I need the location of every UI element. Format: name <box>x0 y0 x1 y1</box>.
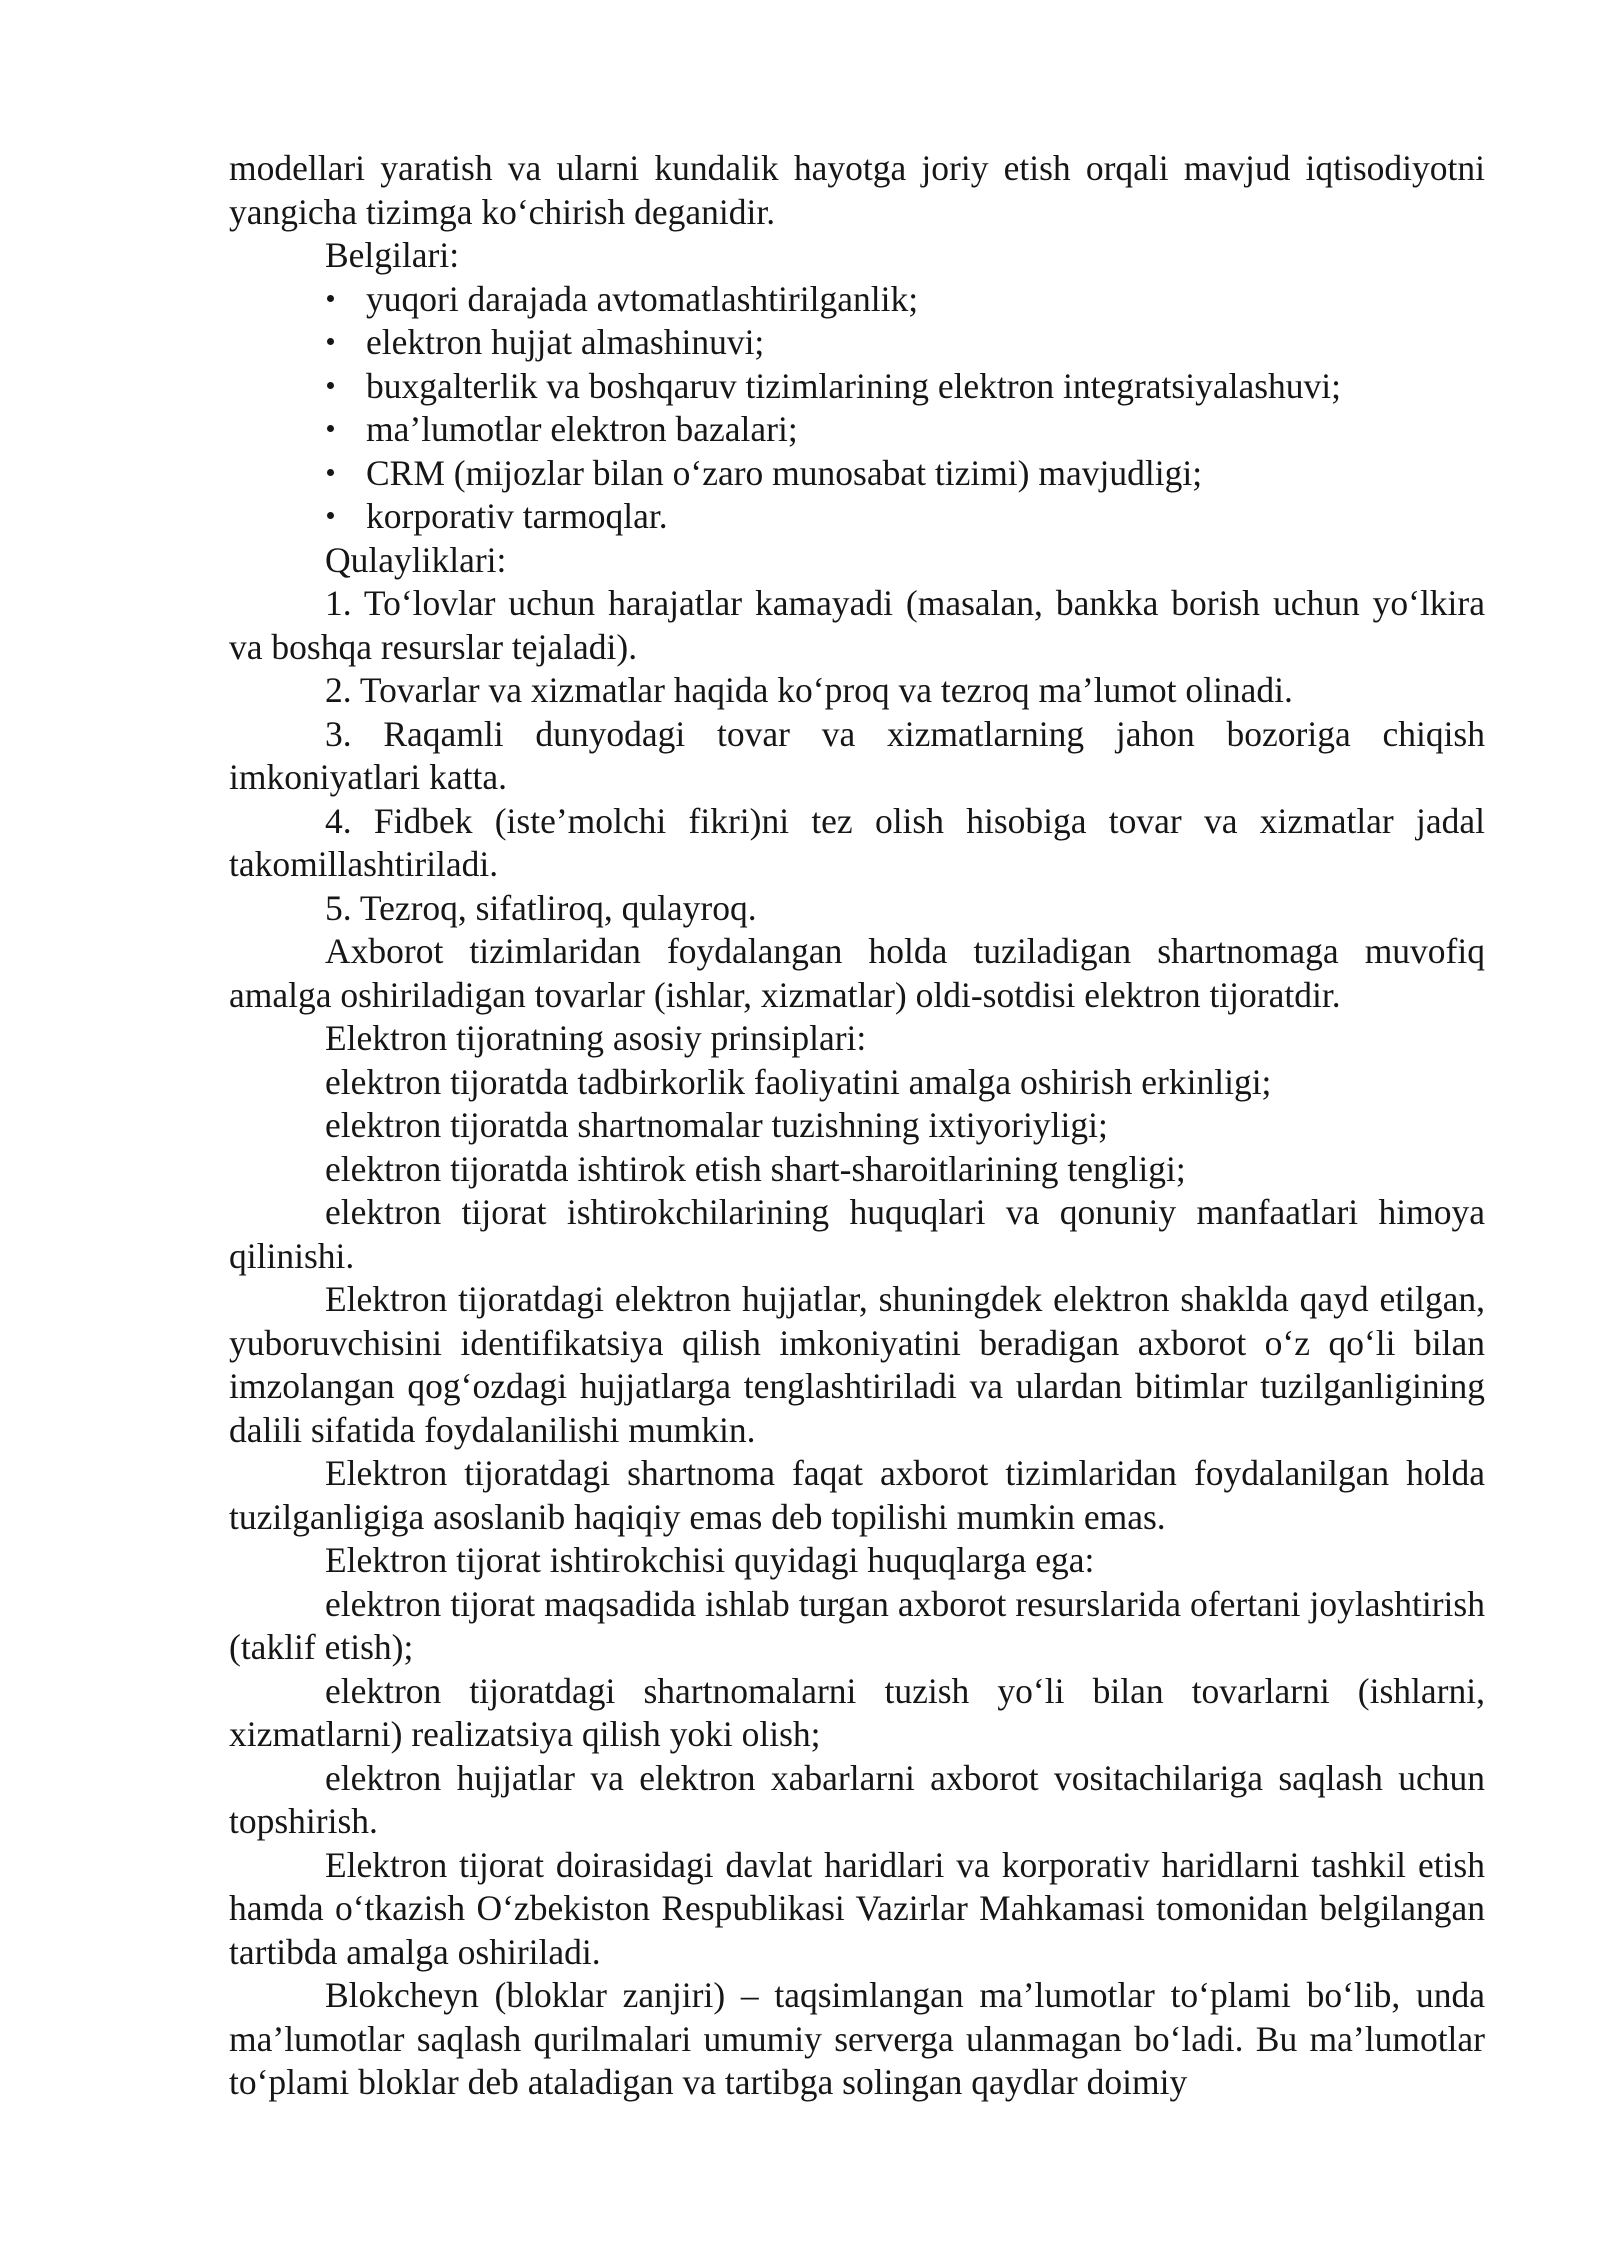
list-item <box>325 278 1485 322</box>
list-item-text: yuqori darajada avtomatlashtirilganlik; <box>366 278 919 319</box>
paragraph: elektron tijoratdagi shartnomalarni tuzish yo‘li bilan tovarlarni (ishlarni, xizmatlarni) realizatsiya qilish yoki olish; <box>229 1670 1485 1754</box>
paragraph-continuation: modellari yaratish va ularni kundalik hayotga joriy etish orqali mavjud iqtisodiyotni yangicha tizimga ko‘chirish deganidir. <box>229 148 1485 232</box>
paragraph: 3. Raqamli dunyodagi tovar va xizmatlarning jahon bozoriga chiqish imkoniyatlari katta. <box>229 713 1485 797</box>
bullet-icon <box>327 382 334 389</box>
list-item-text: CRM (mijozlar bilan o‘zaro munosabat tizimi) mavjudligi; <box>366 452 1203 493</box>
list-item <box>325 321 1485 365</box>
paragraph: Elektron tijoratdagi elektron hujjatlar, shuningdek elektron shaklda qayd etilgan, yuboruvchisini identifikatsiya qilish imkoniyatini beradigan axborot o‘z qo‘li bilan imzolangan qog‘ozdagi hujjatlarga tenglashtiriladi va ulardan bitimlar tuzilganligining dalili sifatida foydalanilishi mumkin. <box>229 1279 1485 1450</box>
paragraph: Qulayliklari: <box>325 539 507 580</box>
paragraph: Elektron tijorat doirasidagi davlat haridlari va korporativ haridlarni tashkil etish hamda o‘tkazish O‘zbekiston Respublikasi Vazirlar Mahkamasi tomonidan belgilangan tartibda amalga oshiriladi. <box>229 1844 1485 1972</box>
paragraph: 1. To‘lovlar uchun harajatlar kamayadi (masalan, bankka borish uchun yo‘lkira va boshqa resurslar tejaladi). <box>229 583 1485 667</box>
bullet-icon <box>327 295 334 302</box>
list-item-text: korporativ tarmoqlar. <box>366 496 668 536</box>
paragraph: 5. Tezroq, sifatliroq, qulayroq. <box>325 887 757 928</box>
bullet-icon <box>327 469 334 476</box>
paragraph: elektron hujjatlar va elektron xabarlarni axborot vositachilariga saqlash uchun topshirish. <box>229 1757 1485 1841</box>
paragraph: elektron tijoratda tadbirkorlik faoliyatini amalga oshirish erkinligi; <box>325 1061 1272 1102</box>
paragraph: Elektron tijoratning asosiy prinsiplari: <box>325 1018 867 1058</box>
list-item <box>325 495 1485 539</box>
list-item-text: ma’lumotlar elektron bazalari; <box>366 409 798 449</box>
paragraph: elektron tijoratda ishtirok etish shart-sharoitlarining tengligi; <box>325 1148 1186 1189</box>
paragraph-belgilari-heading: Belgilari: <box>325 235 460 275</box>
paragraph: Elektron tijorat ishtirokchisi quyidagi huquqlarga ega: <box>325 1540 1095 1580</box>
paragraph: elektron tijoratda shartnomalar tuzishning ixtiyoriyligi; <box>325 1105 1108 1145</box>
bullet-icon <box>327 338 334 345</box>
list-item-text: elektron hujjat almashinuvi; <box>366 322 765 362</box>
paragraph: 2. Tovarlar va xizmatlar haqida ko‘proq va tezroq ma’lumot olinadi. <box>325 670 1293 710</box>
paragraph: elektron tijorat ishtirokchilarining huquqlari va qonuniy manfaatlari himoya qilinishi. <box>229 1192 1485 1276</box>
list-item <box>325 365 1485 409</box>
bullet-icon <box>327 512 334 519</box>
paragraph: Elektron tijoratdagi shartnoma faqat axborot tizimlaridan foydalanilgan holda tuzilganligiga asoslanib haqiqiy emas deb topilishi mumkin emas. <box>229 1453 1485 1537</box>
paragraph: Axborot tizimlaridan foydalangan holda tuziladigan shartnomaga muvofiq amalga oshiriladigan tovarlar (ishlar, xizmatlar) oldi-sotdisi elektron tijoratdir. <box>229 931 1485 1015</box>
list-item <box>325 408 1485 452</box>
list-item <box>325 452 1485 496</box>
list-item-text: buxgalterlik va boshqaruv tizimlarining elektron integratsiyalashuvi; <box>366 365 1342 406</box>
paragraph: 4. Fidbek (iste’molchi fikri)ni tez olish hisobiga tovar va xizmatlar jadal takomillashtiriladi. <box>229 800 1485 884</box>
bullet-icon <box>327 425 334 432</box>
paragraph: Blokcheyn (bloklar zanjiri) – taqsimlangan ma’lumotlar to‘plami bo‘lib, unda ma’lumotlar saqlash qurilmalari umumiy serverga ulanmagan bo‘ladi. Bu ma’lumotlar to‘plami bloklar deb ataladigan va tartibga solingan qaydlar doimiy <box>229 1975 1485 2102</box>
paragraph: elektron tijorat maqsadida ishlab turgan axborot resurslarida ofertani joylashtirish (taklif etish); <box>229 1583 1485 1667</box>
features-bullet-list <box>229 278 1485 539</box>
document-page <box>229 147 1485 2105</box>
